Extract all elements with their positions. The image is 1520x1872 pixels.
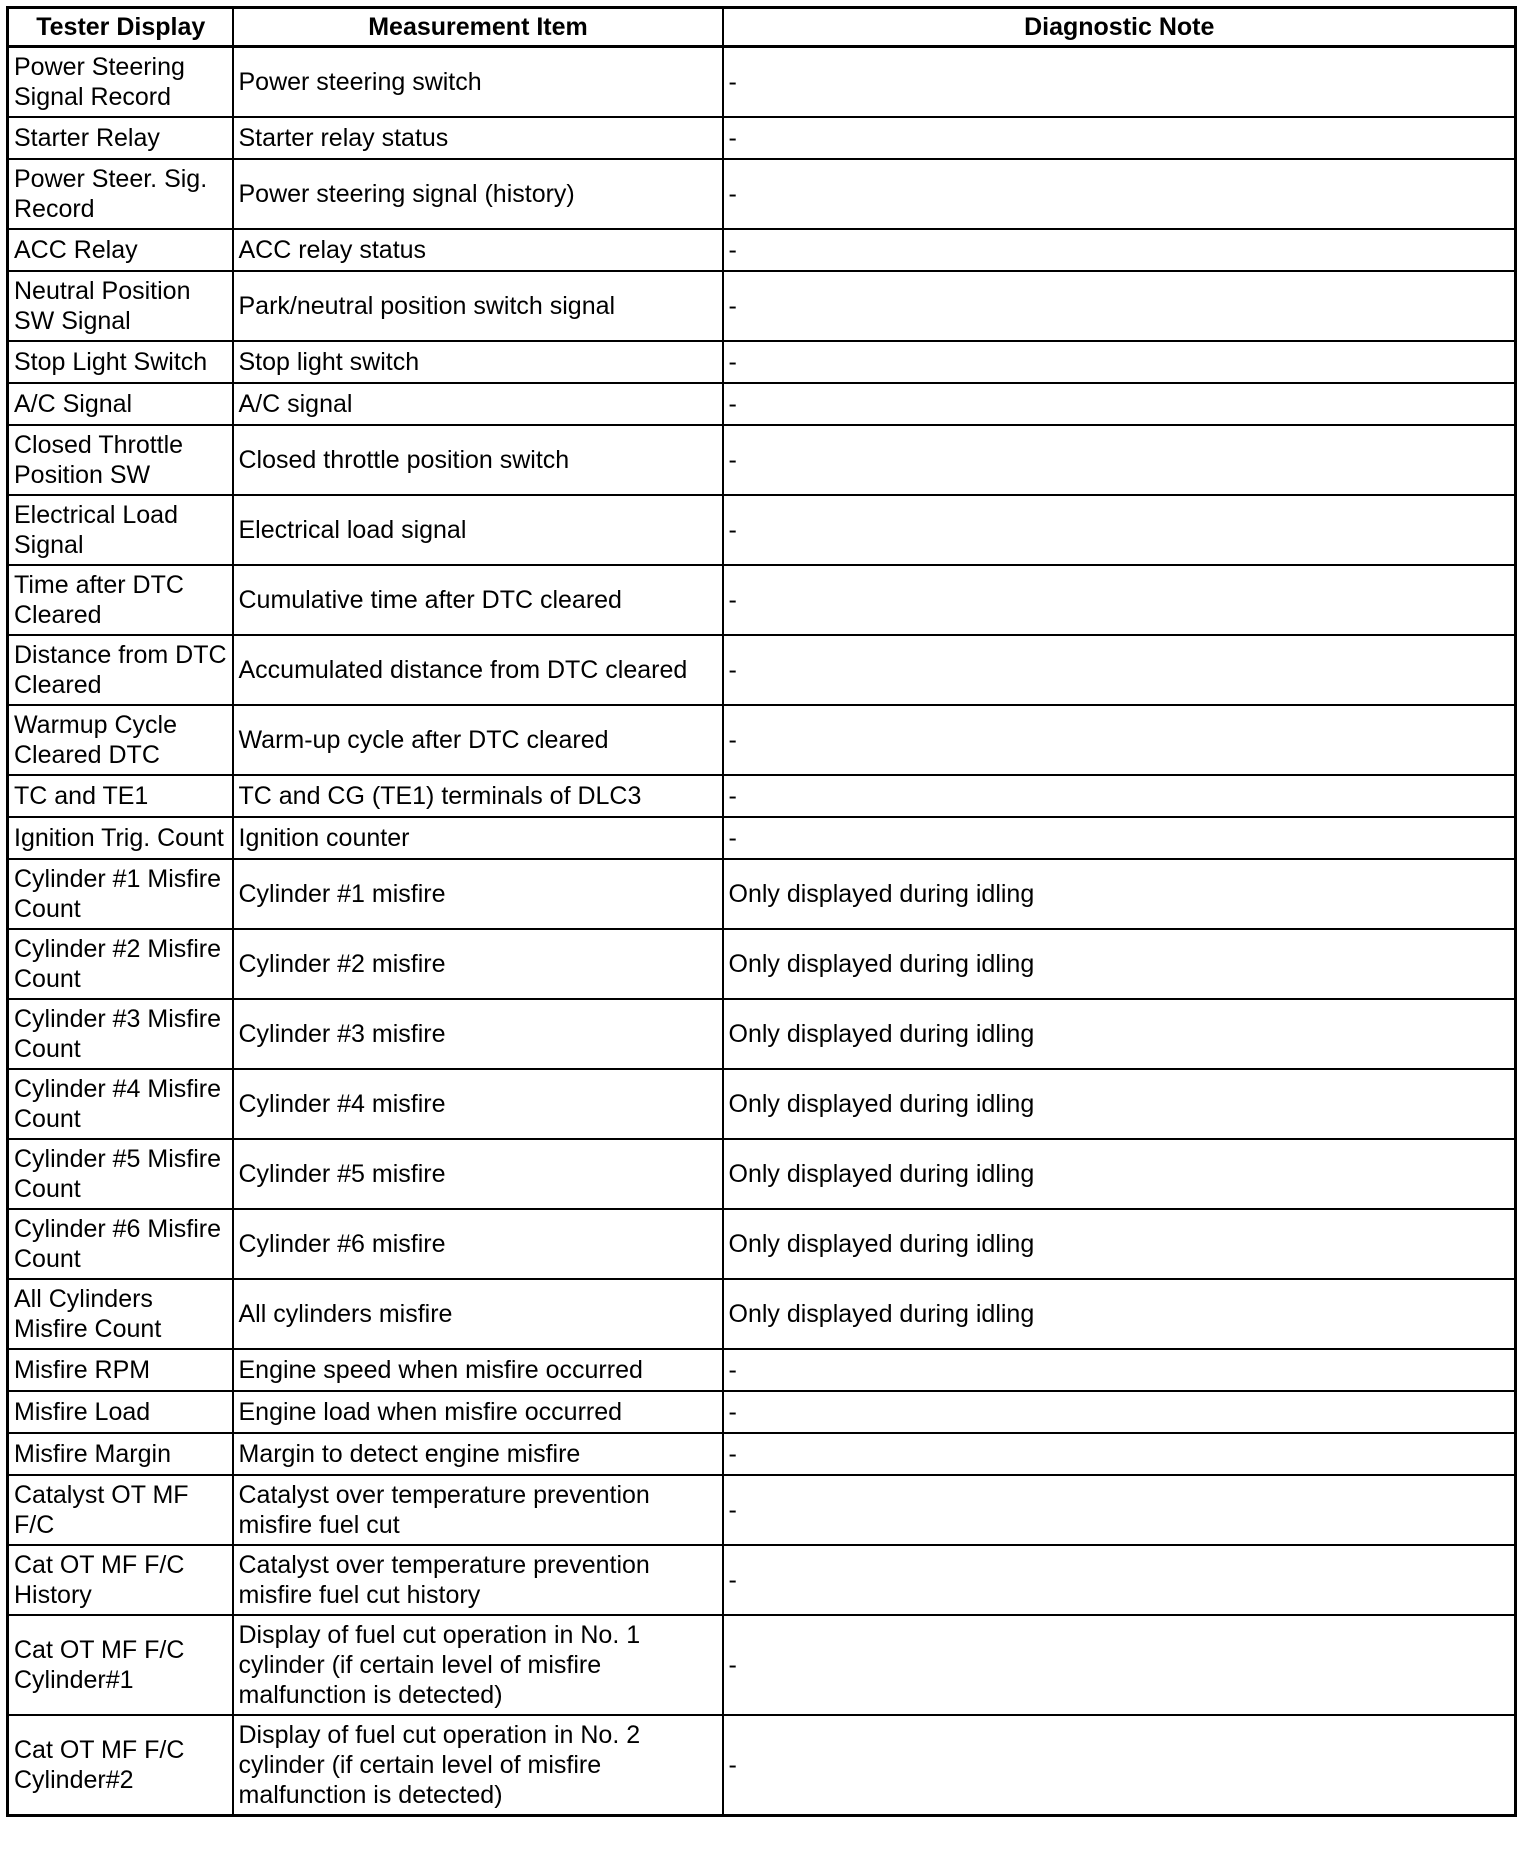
diagnostic-note-cell: - [723, 1391, 1516, 1433]
measurement-item-cell: Power steering signal (history) [233, 159, 723, 229]
table-row [8, 1209, 1516, 1279]
tester-display-cell: Cat OT MF F/C Cylinder#1 [8, 1615, 233, 1715]
header-measurement-item: Measurement Item [233, 8, 723, 47]
diagnostic-note-cell: - [723, 1715, 1516, 1816]
header-row [8, 8, 1516, 47]
measurement-item-cell: Starter relay status [233, 117, 723, 159]
diagnostic-note-cell: - [723, 1545, 1516, 1615]
tester-display-cell: Closed Throttle Position SW [8, 425, 233, 495]
tester-display-cell: Distance from DTC Cleared [8, 635, 233, 705]
diagnostic-note-cell: - [723, 383, 1516, 425]
tester-display-cell: Misfire Margin [8, 1433, 233, 1475]
table-row [8, 999, 1516, 1069]
diagnostic-note-cell: Only displayed during idling [723, 859, 1516, 929]
diagnostic-note-cell: Only displayed during idling [723, 999, 1516, 1069]
table-row [8, 1279, 1516, 1349]
tester-display-cell: Cat OT MF F/C History [8, 1545, 233, 1615]
measurement-item-cell: ACC relay status [233, 229, 723, 271]
table-row [8, 929, 1516, 999]
table-row [8, 159, 1516, 229]
header-diagnostic-note: Diagnostic Note [723, 8, 1516, 47]
tester-display-cell: Cat OT MF F/C Cylinder#2 [8, 1715, 233, 1816]
table-row [8, 229, 1516, 271]
tester-display-cell: ACC Relay [8, 229, 233, 271]
table-row [8, 705, 1516, 775]
measurement-item-cell: Warm-up cycle after DTC cleared [233, 705, 723, 775]
measurement-item-cell: Cylinder #6 misfire [233, 1209, 723, 1279]
measurement-item-cell: Cylinder #3 misfire [233, 999, 723, 1069]
measurement-item-cell: Cylinder #1 misfire [233, 859, 723, 929]
table-row [8, 271, 1516, 341]
measurement-item-cell: Power steering switch [233, 47, 723, 118]
measurement-item-cell: Cylinder #4 misfire [233, 1069, 723, 1139]
tester-display-cell: Cylinder #5 Misfire Count [8, 1139, 233, 1209]
table-row [8, 341, 1516, 383]
tester-display-cell: Cylinder #3 Misfire Count [8, 999, 233, 1069]
diagnostic-note-cell: - [723, 1349, 1516, 1391]
measurement-item-cell: Cylinder #5 misfire [233, 1139, 723, 1209]
measurement-item-cell: TC and CG (TE1) terminals of DLC3 [233, 775, 723, 817]
diagnostic-note-cell: Only displayed during idling [723, 1279, 1516, 1349]
data-list-table [6, 6, 1517, 1817]
tester-display-cell: Electrical Load Signal [8, 495, 233, 565]
table-row [8, 495, 1516, 565]
diagnostic-note-cell: - [723, 565, 1516, 635]
table-row [8, 1545, 1516, 1615]
table-row [8, 47, 1516, 118]
measurement-item-cell: Display of fuel cut operation in No. 1 cylinder (if certain level of misfire malfunction is detected) [233, 1615, 723, 1715]
table-row [8, 1391, 1516, 1433]
tester-display-cell: Warmup Cycle Cleared DTC [8, 705, 233, 775]
tester-display-cell: Cylinder #6 Misfire Count [8, 1209, 233, 1279]
table-row [8, 1139, 1516, 1209]
diagnostic-note-cell: - [723, 271, 1516, 341]
table-row [8, 117, 1516, 159]
tester-display-cell: Stop Light Switch [8, 341, 233, 383]
diagnostic-note-cell: Only displayed during idling [723, 929, 1516, 999]
diagnostic-note-cell: Only displayed during idling [723, 1139, 1516, 1209]
diagnostic-note-cell: - [723, 117, 1516, 159]
measurement-item-cell: Ignition counter [233, 817, 723, 859]
measurement-item-cell: Display of fuel cut operation in No. 2 cylinder (if certain level of misfire malfunction is detected) [233, 1715, 723, 1816]
diagnostic-note-cell: - [723, 425, 1516, 495]
table-row [8, 859, 1516, 929]
measurement-item-cell: Catalyst over temperature prevention misfire fuel cut history [233, 1545, 723, 1615]
diagnostic-note-cell: Only displayed during idling [723, 1209, 1516, 1279]
tester-display-cell: Cylinder #1 Misfire Count [8, 859, 233, 929]
data-list-sheet [6, 6, 1514, 1817]
diagnostic-note-cell: - [723, 635, 1516, 705]
tester-display-cell: Catalyst OT MF F/C [8, 1475, 233, 1545]
diagnostic-note-cell: - [723, 495, 1516, 565]
table-body [8, 47, 1516, 1816]
table-row [8, 775, 1516, 817]
tester-display-cell: Power Steering Signal Record [8, 47, 233, 118]
measurement-item-cell: A/C signal [233, 383, 723, 425]
table-row [8, 1615, 1516, 1715]
tester-display-cell: Cylinder #2 Misfire Count [8, 929, 233, 999]
tester-display-cell: Cylinder #4 Misfire Count [8, 1069, 233, 1139]
table-row [8, 1069, 1516, 1139]
diagnostic-note-cell: - [723, 47, 1516, 118]
table-row [8, 1715, 1516, 1816]
table-row [8, 1433, 1516, 1475]
measurement-item-cell: Margin to detect engine misfire [233, 1433, 723, 1475]
measurement-item-cell: Engine speed when misfire occurred [233, 1349, 723, 1391]
measurement-item-cell: Stop light switch [233, 341, 723, 383]
tester-display-cell: Power Steer. Sig. Record [8, 159, 233, 229]
table-row [8, 635, 1516, 705]
diagnostic-note-cell: - [723, 705, 1516, 775]
diagnostic-note-cell: - [723, 1433, 1516, 1475]
table-row [8, 1349, 1516, 1391]
measurement-item-cell: All cylinders misfire [233, 1279, 723, 1349]
diagnostic-note-cell: - [723, 341, 1516, 383]
measurement-item-cell: Engine load when misfire occurred [233, 1391, 723, 1433]
measurement-item-cell: Cylinder #2 misfire [233, 929, 723, 999]
tester-display-cell: All Cylinders Misfire Count [8, 1279, 233, 1349]
measurement-item-cell: Electrical load signal [233, 495, 723, 565]
measurement-item-cell: Closed throttle position switch [233, 425, 723, 495]
diagnostic-note-cell: - [723, 229, 1516, 271]
tester-display-cell: TC and TE1 [8, 775, 233, 817]
measurement-item-cell: Catalyst over temperature prevention misfire fuel cut [233, 1475, 723, 1545]
diagnostic-note-cell: Only displayed during idling [723, 1069, 1516, 1139]
tester-display-cell: Time after DTC Cleared [8, 565, 233, 635]
measurement-item-cell: Accumulated distance from DTC cleared [233, 635, 723, 705]
tester-display-cell: Ignition Trig. Count [8, 817, 233, 859]
diagnostic-note-cell: - [723, 775, 1516, 817]
measurement-item-cell: Cumulative time after DTC cleared [233, 565, 723, 635]
diagnostic-note-cell: - [723, 159, 1516, 229]
table-row [8, 817, 1516, 859]
diagnostic-note-cell: - [723, 1475, 1516, 1545]
diagnostic-note-cell: - [723, 817, 1516, 859]
measurement-item-cell: Park/neutral position switch signal [233, 271, 723, 341]
tester-display-cell: Starter Relay [8, 117, 233, 159]
tester-display-cell: A/C Signal [8, 383, 233, 425]
tester-display-cell: Misfire Load [8, 1391, 233, 1433]
diagnostic-note-cell: - [723, 1615, 1516, 1715]
table-row [8, 565, 1516, 635]
tester-display-cell: Neutral Position SW Signal [8, 271, 233, 341]
table-row [8, 425, 1516, 495]
tester-display-cell: Misfire RPM [8, 1349, 233, 1391]
table-row [8, 1475, 1516, 1545]
header-tester-display: Tester Display [8, 8, 233, 47]
table-row [8, 383, 1516, 425]
